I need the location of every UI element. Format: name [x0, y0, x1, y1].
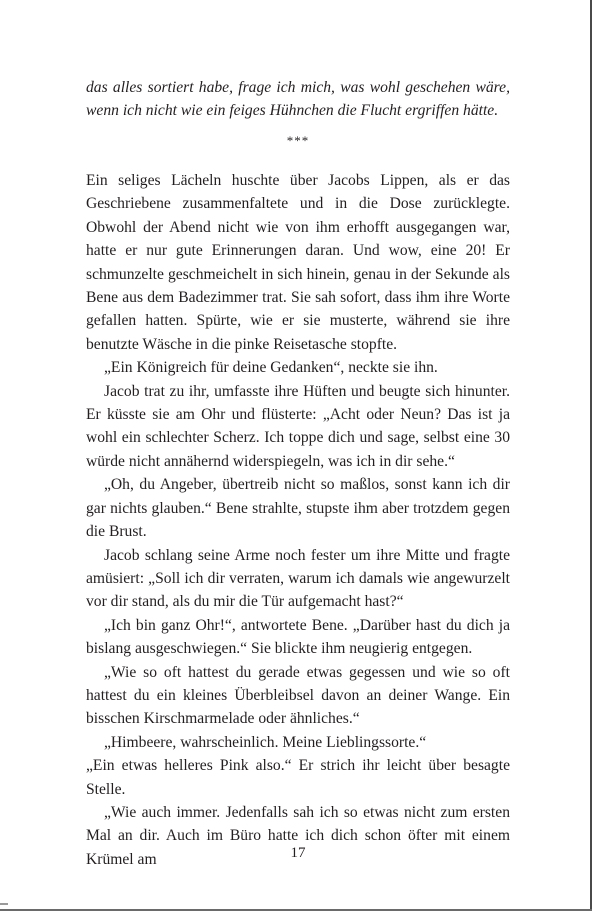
intro-paragraph	[86, 76, 510, 123]
body-text	[86, 169, 510, 871]
scene-separator: ***	[286, 133, 310, 148]
paragraph: „Wie auch immer. Jedenfalls sah ich so etwas nicht zum ersten Mal an dir. Auch im Büro hatte ich dich schon öfter mit einem Krümel am	[86, 803, 510, 868]
paragraph: „Wie so oft hattest du gerade etwas gegessen und wie so oft hattest du ein kleines Überbleibsel davon an deiner Wange. Ein bisschen Kirschmarmelade oder ähnliches.“	[86, 663, 510, 728]
corner-mark	[0, 903, 8, 905]
paragraph: „Ein Königreich für deine Gedanken“, neckte sie ihn.	[104, 359, 438, 377]
paragraph: „Oh, du Angeber, übertreib nicht so maßlos, sonst kann ich dir gar nichts glauben.“ Bene strahlte, stupste ihm aber trotzdem gegen die Brust.	[86, 476, 510, 541]
paragraph: Ein seliges Lächeln huschte über Jacobs Lippen, als er das Geschriebene zusammenfaltete und in die Dose zurücklegte. Obwohl der Abend nicht wie von ihm erhofft ausgegangen war, hatte er nur gute Erinnerungen daran. Und wow, eine 20! Er schmunzelte geschmeichelt in sich hinein, genau in der Sekunde als Bene aus dem Badezimmer trat. Sie sah sofort, dass ihm ihre Worte gefallen hatten. Spürte, wie er sie musterte, während sie ihre benutzte Wäsche in die pinke Reisetasche stopfte.	[86, 172, 510, 353]
paragraph: Jacob trat zu ihr, umfasste ihre Hüften und beugte sich hinunter. Er küsste sie am Ohr und flüsterte: „Acht oder Neun? Das ist ja wohl ein schlechter Scherz. Ich toppe dich und sage, selbst eine 30 würde nicht annähernd widerspiegeln, was ich in dir sehe.“	[86, 382, 510, 470]
page-number: 17	[290, 845, 306, 861]
paragraph: „Ein etwas helleres Pink also.“ Er strich ihr leicht über besagte Stelle.	[86, 757, 510, 798]
paragraph: „Himbeere, wahrscheinlich. Meine Lieblingssorte.“	[104, 733, 427, 751]
paragraph: „Ich bin ganz Ohr!“, antwortete Bene. „Darüber hast du dich ja bislang ausgeschwiegen.“ Sie blickte ihm neugierig entgegen.	[86, 616, 510, 658]
paragraph: Jacob schlang seine Arme noch fester um ihre Mitte und fragte amüsiert: „Soll ich dir verraten, warum ich damals wie angewurzelt vor dir stand, als du mir die Tür aufgemacht hast?“	[86, 546, 510, 611]
intro-text: das alles sortiert habe, frage ich mich, was wohl geschehen wäre, wenn ich nicht wie ein feiges Hühnchen die Flucht ergriffen hätte.	[86, 79, 510, 120]
